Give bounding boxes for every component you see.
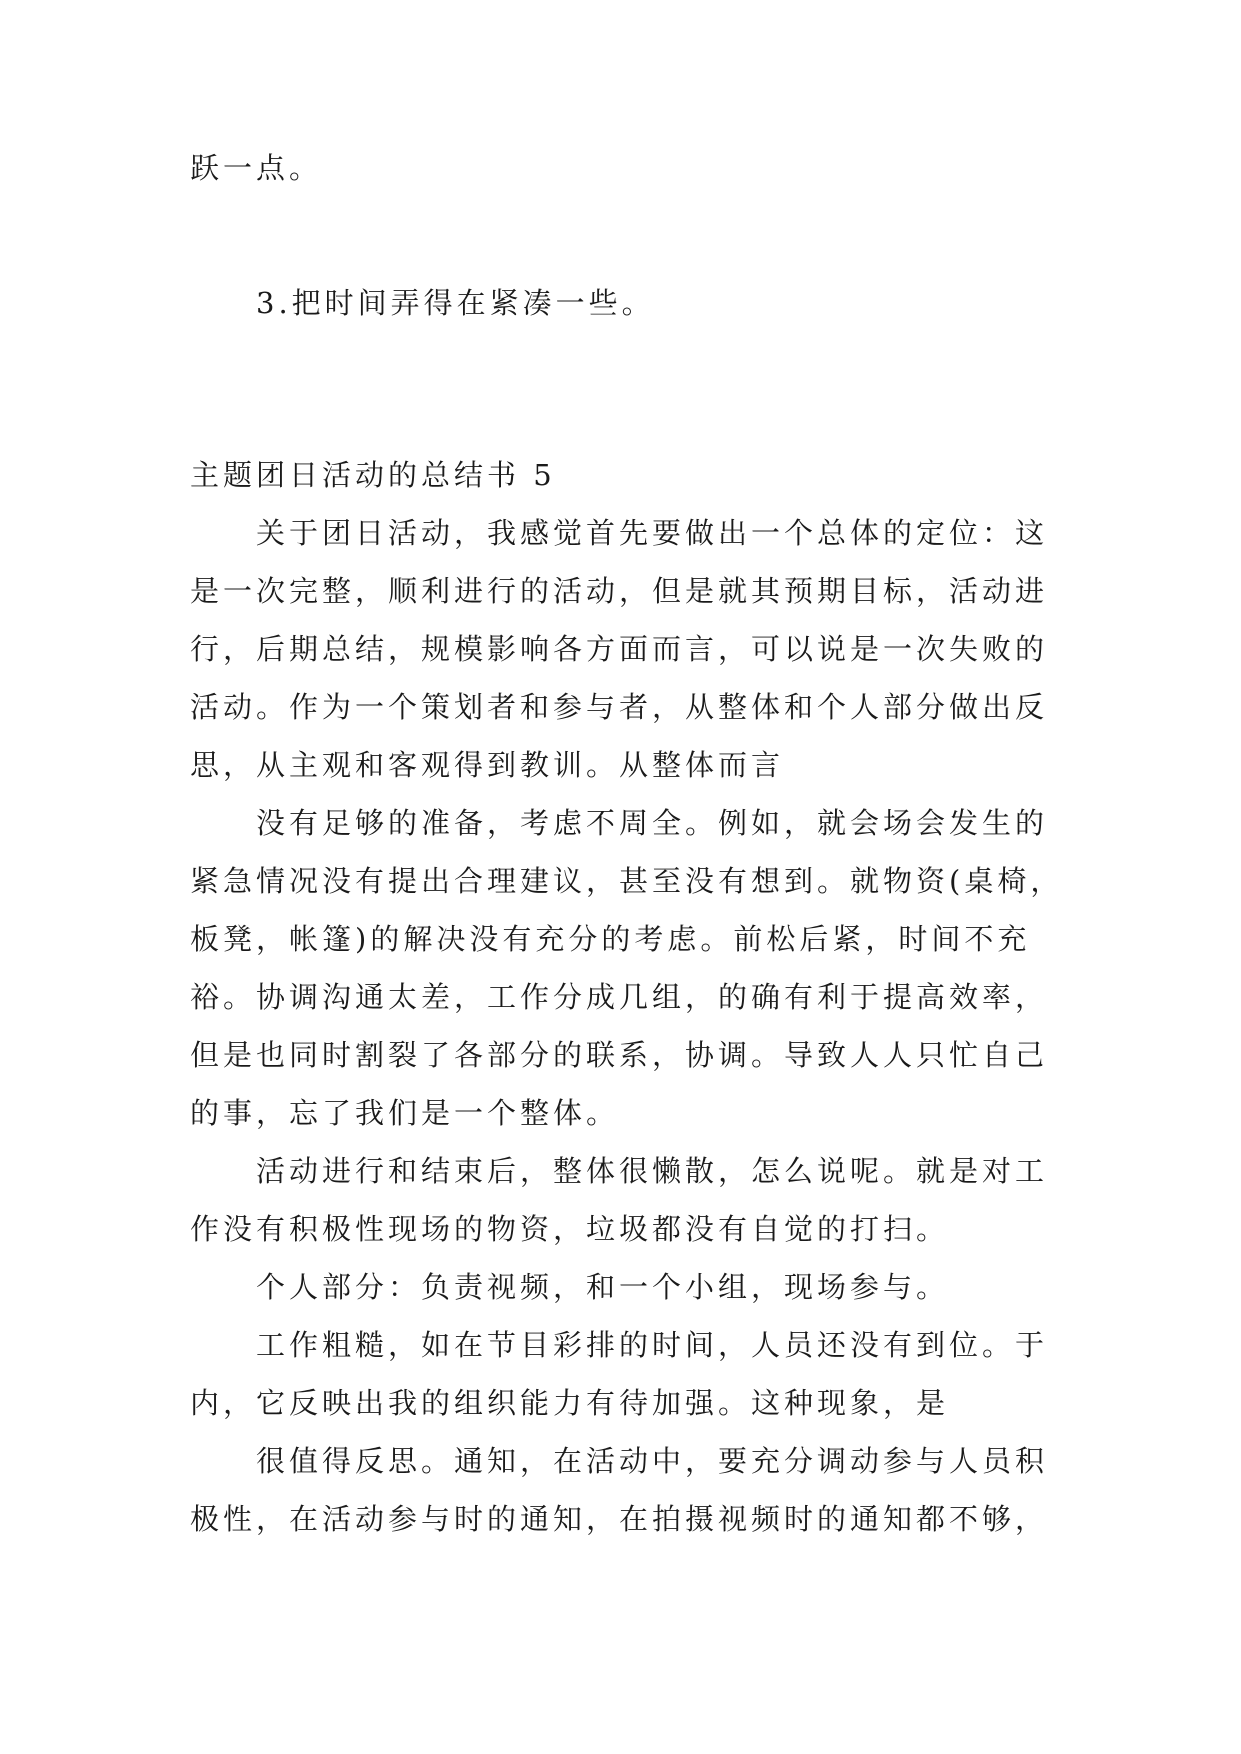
paragraph-1-line-5: 思，从主观和客观得到教训。从整体而言 [190, 748, 785, 782]
paragraph-4-line-1: 个人部分：负责视频，和一个小组，现场参与。 [256, 1270, 950, 1304]
paragraph-1-line-1: 关于团日活动，我感觉首先要做出一个总体的定位：这 [256, 516, 1049, 550]
paragraph-3-line-2: 作没有积极性现场的物资，垃圾都没有自觉的打扫。 [190, 1212, 950, 1246]
paragraph-5-line-1: 工作粗糙，如在节目彩排的时间，人员还没有到位。于 [256, 1328, 1049, 1362]
text-line-1: 跃一点。 [190, 151, 323, 185]
paragraph-3-line-1: 活动进行和结束后，整体很懒散，怎么说呢。就是对工 [256, 1154, 1049, 1188]
paragraph-1-line-4: 活动。作为一个策划者和参与者，从整体和个人部分做出反 [190, 690, 1049, 724]
paragraph-2-line-6: 的事，忘了我们是一个整体。 [190, 1096, 620, 1130]
paragraph-1-line-3: 行，后期总结，规模影响各方面而言，可以说是一次失败的 [190, 632, 1049, 666]
paragraph-2-line-4: 裕。协调沟通太差，工作分成几组，的确有利于提高效率， [190, 980, 1049, 1014]
paragraph-2-line-3: 板凳，帐篷)的解决没有充分的考虑。前松后紧，时间不充 [190, 922, 1031, 956]
section-heading: 主题团日活动的总结书 5 [190, 458, 556, 492]
paragraph-6-line-1: 很值得反思。通知，在活动中，要充分调动参与人员积 [256, 1444, 1049, 1478]
paragraph-1-line-2: 是一次完整，顺利进行的活动，但是就其预期目标，活动进 [190, 574, 1049, 608]
paragraph-6-line-2: 极性，在活动参与时的通知，在拍摄视频时的通知都不够， [190, 1502, 1049, 1536]
paragraph-2-line-5: 但是也同时割裂了各部分的联系，协调。导致人人只忙自己 [190, 1038, 1049, 1072]
paragraph-5-line-2: 内，它反映出我的组织能力有待加强。这种现象，是 [190, 1386, 950, 1420]
paragraph-2-line-2: 紧急情况没有提出合理建议，甚至没有想到。就物资(桌椅， [190, 864, 1064, 898]
paragraph-2-line-1: 没有足够的准备，考虑不周全。例如，就会场会发生的 [256, 806, 1049, 840]
list-item-3: 3.把时间弄得在紧凑一些。 [256, 286, 655, 320]
